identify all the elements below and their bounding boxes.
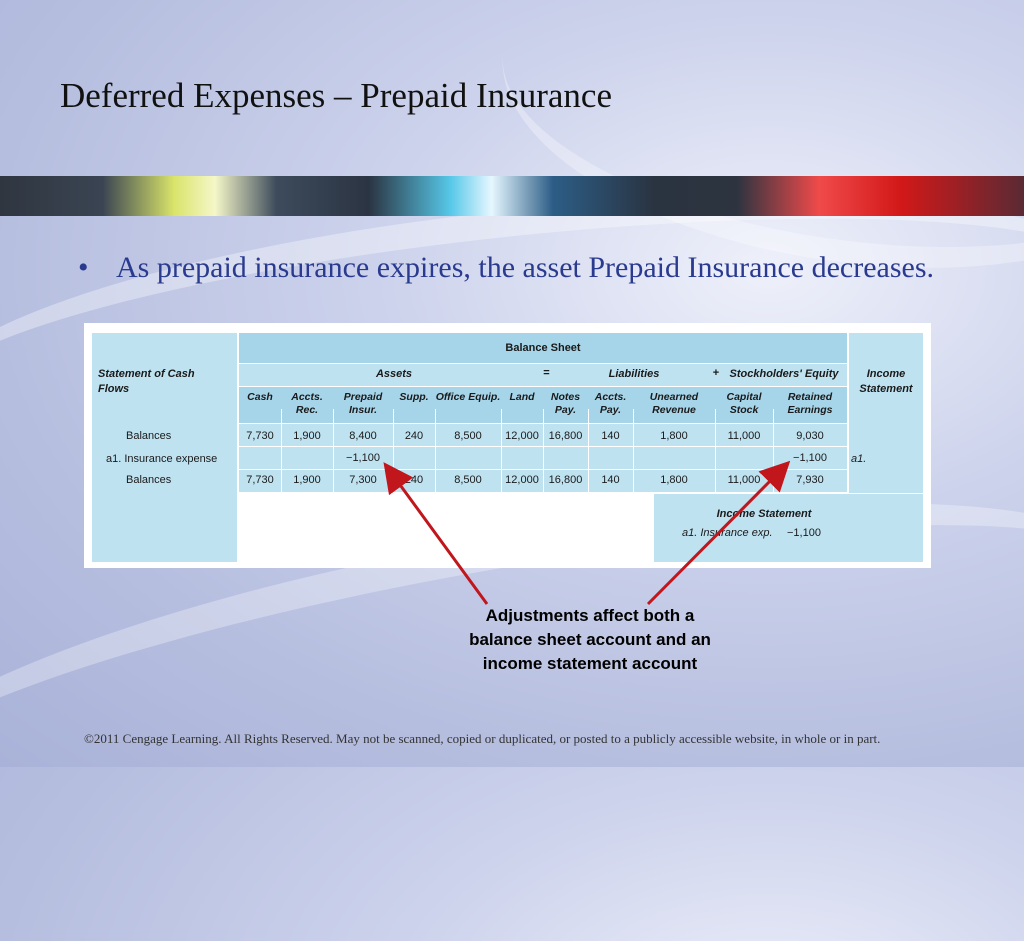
income-statement-header: Income Statement xyxy=(859,368,913,395)
ledger-value: 8,400 xyxy=(349,430,377,442)
ledger-value: 9,030 xyxy=(796,430,824,442)
ledger-value: 8,500 xyxy=(454,474,482,486)
ledger-value: 140 xyxy=(601,430,620,442)
ledger-value: 1,900 xyxy=(293,430,321,442)
balance-sheet-header: Balance Sheet xyxy=(239,333,847,363)
callout-text: Adjustments affect both a balance sheet account and an income statement account xyxy=(469,606,711,673)
arrow-to-retained-earnings xyxy=(648,465,786,604)
ledger-value: 7,300 xyxy=(349,474,377,486)
column-header: Supp. xyxy=(399,391,429,403)
equity-header: Stockholders' Equity xyxy=(729,368,839,380)
ledger-value: 140 xyxy=(601,474,620,486)
ledger-value: −1,100 xyxy=(793,452,827,464)
equals-sign: = xyxy=(543,367,550,379)
row-label: Balances xyxy=(126,430,172,442)
bullet-text: As prepaid insurance expires, the asset Prepaid Insurance decreases. xyxy=(116,251,934,284)
liabilities-header: Liabilities xyxy=(608,368,660,380)
ledger-value: −1,100 xyxy=(346,452,380,464)
assets-header: Assets xyxy=(375,368,413,380)
income-box-value: −1,100 xyxy=(787,527,821,539)
ledger-value: 240 xyxy=(404,430,424,442)
copyright-footer: ©2011 Cengage Learning. All Rights Reserved. May not be scanned, copied or duplicated, or posted to a publicly accessible website, in whole or in part. xyxy=(84,731,881,746)
ledger-value: 1,800 xyxy=(660,430,688,442)
column-header: Retained Earnings xyxy=(787,391,833,416)
ledger-value: 240 xyxy=(404,474,424,486)
column-header: Land xyxy=(509,391,535,403)
bullet-icon: • xyxy=(78,251,89,284)
row-label: Balances xyxy=(126,474,172,486)
column-header: Cash xyxy=(247,391,273,403)
ledger-value: 11,000 xyxy=(727,430,761,442)
ledger-value: 16,800 xyxy=(548,474,583,486)
ledger-value: 1,900 xyxy=(293,474,321,486)
slide-title: Deferred Expenses – Prepaid Insurance xyxy=(60,76,612,115)
arrow-to-prepaid-insurance xyxy=(387,467,487,604)
ledger-value: 16,800 xyxy=(548,430,583,442)
ledger-value: 8,500 xyxy=(454,430,482,442)
ledger-value: 1,800 xyxy=(660,474,688,486)
column-header: Prepaid Insur. xyxy=(343,391,383,416)
column-header: Accts. Rec. xyxy=(291,391,323,416)
column-header: Notes Pay. xyxy=(550,391,581,416)
column-header: Accts. Pay. xyxy=(594,391,627,416)
ledger-value: 7,930 xyxy=(796,474,824,486)
cash-flows-header: Statement of Cash Flows xyxy=(98,368,195,395)
ledger-value: 7,730 xyxy=(246,474,274,486)
column-header: Office Equip. xyxy=(435,391,501,403)
column-header: Unearned Revenue xyxy=(649,391,699,416)
ledger-value: 7,730 xyxy=(246,430,274,442)
plus-sign: + xyxy=(712,367,720,379)
row-label: a1. Insurance expense xyxy=(106,453,218,465)
income-box-label: a1. Insurance exp. xyxy=(682,527,773,539)
income-box-title: Income Statement xyxy=(716,508,812,520)
ledger-value: 12,000 xyxy=(505,430,539,442)
ledger-value: 11,000 xyxy=(727,474,761,486)
ledger-value: 12,000 xyxy=(505,474,539,486)
column-header: Capital Stock xyxy=(726,391,762,416)
row-right-label: a1. xyxy=(851,453,867,465)
